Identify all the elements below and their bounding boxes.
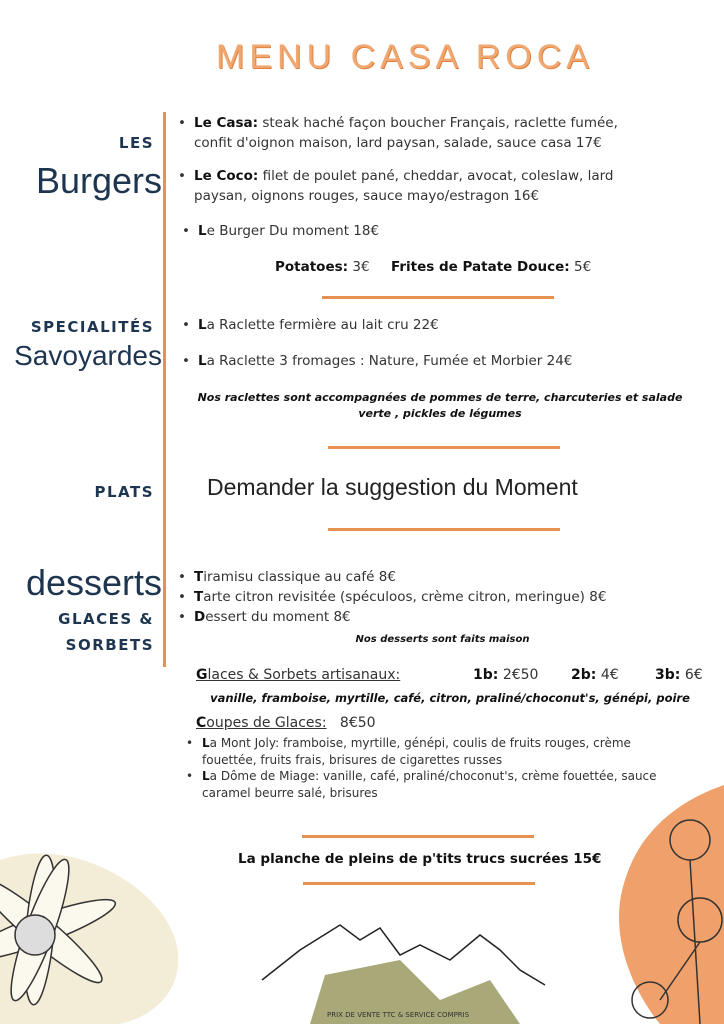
menu-item: • Tarte citron revisitée (spéculoos, crème citron, meringue) 8€ [178, 589, 607, 605]
menu-item: • Le Casa: steak haché façon boucher Français, raclette fumée, confit d'oignon maison, lard paysan, salade, sauce casa 17€ [178, 115, 618, 151]
menu-item: • Le Burger Du moment 18€ [182, 223, 380, 239]
section-label-plats: PLATS [94, 483, 154, 501]
menu-item: • La Raclette fermière au lait cru 22€ [182, 317, 439, 333]
flavors: vanille, framboise, myrtille, café, citron, praliné/choconut's, génépi, poire [210, 691, 690, 705]
footer-note: PRIX DE VENTE TTC & SERVICE COMPRIS [327, 1011, 470, 1019]
raclette-note: Nos raclettes sont accompagnées de pommes de terre, charcuteries et salade verte , pickles de légumes [197, 391, 683, 420]
divider [322, 296, 554, 299]
divider [302, 835, 534, 838]
section-label-specialites: SPECIALITÉS [30, 318, 154, 336]
menu-item: • Le Coco: filet de poulet pané, cheddar, avocat, coleslaw, lard paysan, oignons rouges, sauce mayo/estragon 16€ [178, 168, 614, 204]
divider [328, 446, 560, 449]
coupes-list [186, 735, 706, 801]
section-label-les: LES [118, 134, 154, 152]
menu-item: • La Raclette 3 fromages : Nature, Fumée et Morbier 24€ [182, 353, 573, 369]
section-title-savoyardes: Savoyardes [14, 340, 162, 371]
menu-item: • Tiramisu classique au café 8€ [178, 569, 396, 585]
plats-suggestion: Demander la suggestion du Moment [207, 474, 578, 500]
sides: Potatoes: 3€ Frites de Patate Douce: 5€ [275, 259, 592, 275]
menu-item: • La Mont Joly: framboise, myrtille, génépi, coulis de fruits rouges, crème fouettée, fruits frais, brisures de cigarettes russes [186, 736, 631, 767]
divider-vertical [163, 112, 166, 667]
section-title-desserts: desserts [25, 562, 162, 603]
orange-blob [619, 785, 724, 1024]
section-label-glaces: GLACES & [58, 610, 154, 628]
divider [303, 882, 535, 885]
dessert-list [178, 567, 698, 627]
desserts-note: Nos desserts sont faits maison [355, 634, 530, 645]
coupes-heading: Coupes de Glaces: 8€50 [196, 715, 376, 731]
mountains-icon [262, 925, 545, 1024]
divider [328, 528, 560, 531]
section-label-sorbets: SORBETS [65, 636, 154, 654]
menu-item: • Dessert du moment 8€ [178, 609, 351, 625]
glaces-line: Glaces & Sorbets artisanaux: 1b: 2€50 2b: 4€ 3b: 6€ [196, 667, 703, 683]
section-title-burgers: Burgers [35, 160, 162, 201]
planche-item: La planche de pleins de p'tits trucs sucrées 15€ [238, 851, 602, 867]
menu-item: • La Dôme de Miage: vanille, café, praliné/choconut's, crème fouettée, sauce caramel beurre salé, brisures [186, 769, 657, 800]
page-title: MENU CASA ROCA [216, 38, 594, 76]
